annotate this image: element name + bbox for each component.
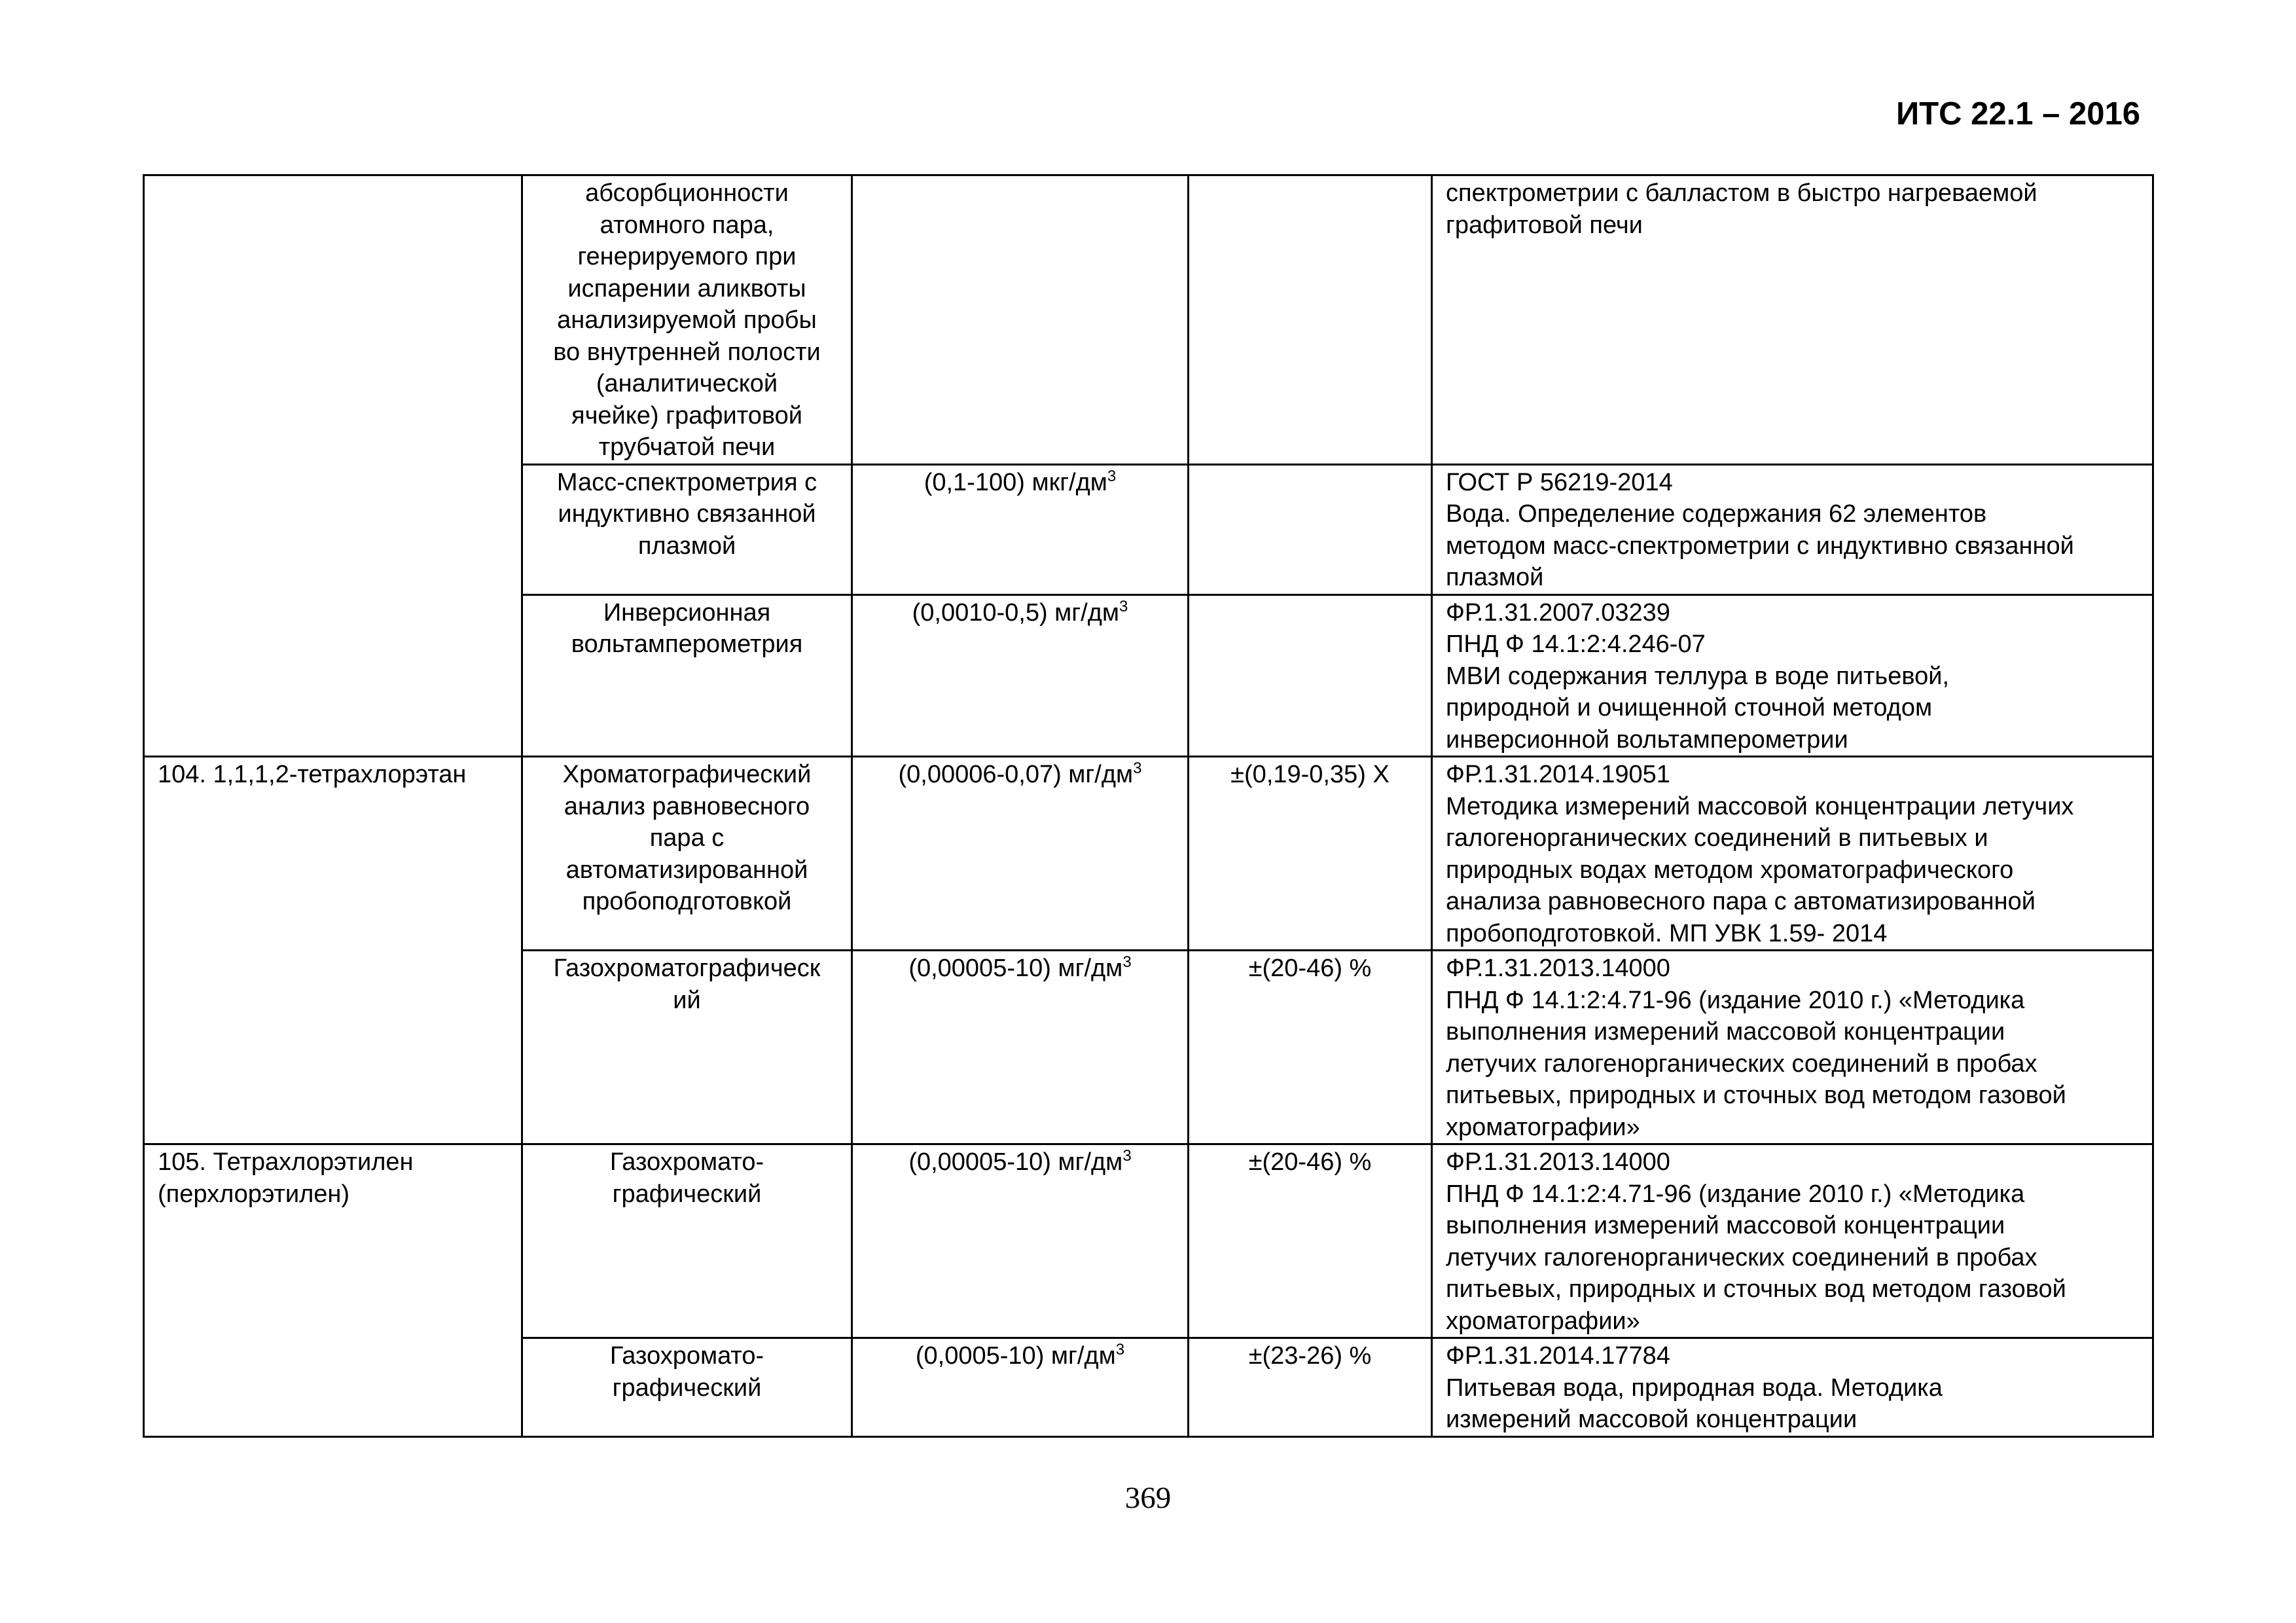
range-cell: (0,00005-10) $мг/дм^3$ bbox=[852, 1144, 1189, 1338]
method-cell: Инверсионная вольтамперометрия bbox=[522, 594, 852, 757]
range-cell bbox=[852, 175, 1189, 465]
error-cell bbox=[1189, 175, 1432, 465]
method-cell: Масс-спектрометрия с индуктивно связанной плазмой bbox=[522, 464, 852, 594]
range-cell: (0,1-100) мкг/$дм^3$ bbox=[852, 464, 1189, 594]
range-cell: (0,00005-10) $мг/дм^3$ bbox=[852, 951, 1189, 1144]
error-cell bbox=[1189, 464, 1432, 594]
substance-cell: 105. Тетрахлорэтилен (перхлорэтилен) bbox=[144, 1144, 522, 1437]
table-row bbox=[144, 175, 2153, 465]
method-cell: Газохромато- графический bbox=[522, 1338, 852, 1437]
document-cell: ФР.1.31.2014.19051 Методика измерений массовой концентрации летучих галогенорганических соединений в питьевых и природных водах методом хроматографического анализа равновесного пара с автоматизированной пробоподготовкой. МП УВК 1.59- 2014 bbox=[1432, 757, 2153, 951]
document-cell: ФР.1.31.2013.14000 ПНД Ф 14.1:2:4.71-96 (издание 2010 г.) «Методика выполнения измерений массовой концентрации летучих галогенорганических соединений в пробах питьевых, природных и сточных вод методом газовой хроматографии» bbox=[1432, 1144, 2153, 1338]
range-cell: (0,00006-0,07) $мг/дм^3$ bbox=[852, 757, 1189, 951]
document-code-header: ИТС 22.1 – 2016 bbox=[1895, 96, 2140, 132]
error-cell bbox=[1189, 594, 1432, 757]
table-row bbox=[144, 757, 2153, 951]
error-cell: ±(0,19-0,35) X bbox=[1189, 757, 1432, 951]
method-cell: Хроматографический анализ равновесного пара с автоматизированной пробоподготовкой bbox=[522, 757, 852, 951]
document-cell: спектрометрии с балластом в быстро нагреваемой графитовой печи bbox=[1432, 175, 2153, 465]
document-cell: ФР.1.31.2007.03239 ПНД Ф 14.1:2:4.246-07 МВИ содержания теллура в воде питьевой, природной и очищенной сточной методом инверсионной вольтамперометрии bbox=[1432, 594, 2153, 757]
range-cell: (0,0005-10) $мг/дм^3$ bbox=[852, 1338, 1189, 1437]
range-cell: (0,0010-0,5) $мг/дм^3$ bbox=[852, 594, 1189, 757]
page-number: 369 bbox=[1124, 1481, 1172, 1515]
method-cell: Газохроматографическ ий bbox=[522, 951, 852, 1144]
table-row bbox=[144, 1144, 2153, 1338]
method-cell: Газохромато- графический bbox=[522, 1144, 852, 1338]
document-cell: ФР.1.31.2014.17784 Питьевая вода, природная вода. Методика измерений массовой концентрации bbox=[1432, 1338, 2153, 1437]
substance-cell: 104. 1,1,1,2-тетрахлорэтан bbox=[144, 757, 522, 1144]
methods-table bbox=[143, 174, 2154, 1438]
substance-cell bbox=[144, 175, 522, 757]
error-cell: ±(20-46) % bbox=[1189, 1144, 1432, 1338]
document-cell: ФР.1.31.2013.14000 ПНД Ф 14.1:2:4.71-96 (издание 2010 г.) «Методика выполнения измерений массовой концентрации летучих галогенорганических соединений в пробах питьевых, природных и сточных вод методом газовой хроматографии» bbox=[1432, 951, 2153, 1144]
document-cell: ГОСТ Р 56219-2014 Вода. Определение содержания 62 элементов методом масс-спектрометрии с индуктивно связанной плазмой bbox=[1432, 464, 2153, 594]
error-cell: ±(23-26) % bbox=[1189, 1338, 1432, 1437]
method-cell: абсорбционности атомного пара, генерируемого при испарении аликвоты анализируемой пробы во внутренней полости (аналитической ячейке) графитовой трубчатой печи bbox=[522, 175, 852, 465]
error-cell: ±(20-46) % bbox=[1189, 951, 1432, 1144]
